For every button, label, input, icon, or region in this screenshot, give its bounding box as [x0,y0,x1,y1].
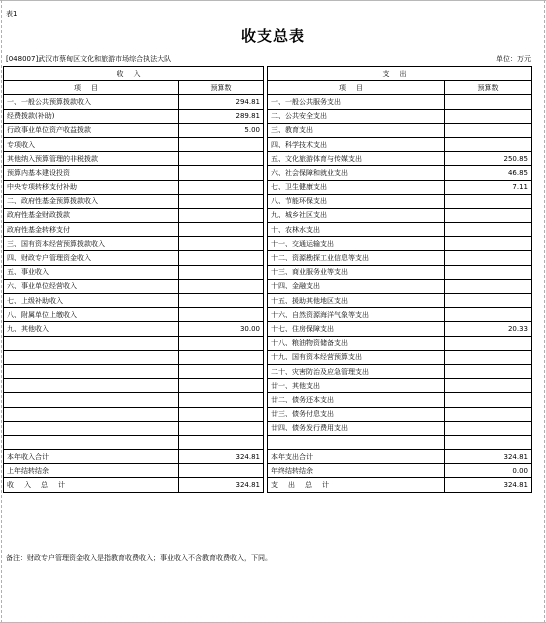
income-item-cell [4,379,179,393]
income-item-cell [4,393,179,407]
expense-item-cell: 二、公共安全支出 [268,109,445,123]
expense-value-cell [445,393,532,407]
expense-item-cell: 五、文化旅游体育与传媒支出 [268,152,445,166]
expense-item-header: 项目 [268,81,445,95]
expense-item-cell: 九、城乡社区支出 [268,208,445,222]
expense-item-cell: 八、节能环保支出 [268,194,445,208]
income-total-value [179,464,264,478]
table-row [4,95,532,109]
table-row [4,279,532,293]
expense-total-value: 324.81 [445,478,532,492]
income-value-cell [179,421,264,435]
expense-item-cell: 十五、援助其他地区支出 [268,294,445,308]
income-value-cell [179,407,264,421]
income-item-cell: 六、事业单位经营收入 [4,279,179,293]
expense-total-value: 0.00 [445,464,532,478]
income-item-cell [4,407,179,421]
sheet-label: 表1 [6,10,18,18]
page-border-top [0,0,546,1]
budget-summary-table [3,66,532,493]
expense-value-cell: 7.11 [445,180,532,194]
table-row [4,336,532,350]
expense-total-value: 324.81 [445,450,532,464]
income-item-cell [4,364,179,378]
income-item-cell: 四、财政专户管理资金收入 [4,251,179,265]
expense-item-cell: 三、教育支出 [268,123,445,137]
expense-item-cell: 十九、国有资本经营预算支出 [268,350,445,364]
expense-value-cell: 250.85 [445,152,532,166]
table-row [4,109,532,123]
expense-item-cell: 十六、自然资源海洋气象等支出 [268,308,445,322]
page-border-right [544,0,545,623]
expense-value-cell [445,421,532,435]
expense-item-cell: 一、一般公共服务支出 [268,95,445,109]
income-value-cell [179,279,264,293]
table-row [4,308,532,322]
expense-item-cell: 十三、商业服务业等支出 [268,265,445,279]
page-title: 收支总表 [240,27,305,45]
column-header-row [4,81,532,95]
unit-label: 单位：万元 [496,55,531,63]
expense-item-cell: 廿一、其他支出 [268,379,445,393]
income-value-cell [179,251,264,265]
income-item-cell [4,336,179,350]
income-item-cell: 中央专项转移支付补助 [4,180,179,194]
expense-item-cell: 十、农林水支出 [268,223,445,237]
expense-value-cell [445,251,532,265]
income-value-cell [179,152,264,166]
budget-table-body [4,67,532,493]
income-item-cell: 一、一般公共预算拨款收入 [4,95,179,109]
expense-value-cell [445,279,532,293]
expense-item-cell: 廿四、债务发行费用支出 [268,421,445,435]
table-row [4,251,532,265]
income-item-cell: 专项收入 [4,137,179,151]
income-value-cell [179,137,264,151]
income-section-header: 收入 [4,67,264,81]
expense-value-cell [445,379,532,393]
income-item-cell: 八、附属单位上缴收入 [4,308,179,322]
expense-value-cell [445,137,532,151]
footnote: 备注：财政专户管理资金收入是指教育收费收入；事业收入不含教育收费收入，下同。 [6,554,272,562]
income-item-cell: 其他纳入预算管理的非税拨款 [4,152,179,166]
income-item-cell: 行政事业单位资产收益拨款 [4,123,179,137]
expense-item-cell: 十四、金融支出 [268,279,445,293]
expense-value-cell: 20.33 [445,322,532,336]
expense-budget-header: 预算数 [445,81,532,95]
income-total-value: 324.81 [179,478,264,492]
expense-value-cell [445,364,532,378]
table-row [4,294,532,308]
table-row [4,435,532,449]
income-value-cell [179,294,264,308]
total-row [4,478,532,492]
income-value-cell: 30.00 [179,322,264,336]
income-value-cell: 289.81 [179,109,264,123]
income-value-cell [179,265,264,279]
table-row [4,364,532,378]
income-item-cell [4,435,179,449]
expense-value-cell [445,223,532,237]
table-row [4,166,532,180]
income-item-cell: 三、国有资本经营预算拨款收入 [4,237,179,251]
expense-value-cell [445,294,532,308]
income-item-cell: 五、事业收入 [4,265,179,279]
income-value-cell [179,208,264,222]
income-value-cell [179,393,264,407]
income-value-cell [179,237,264,251]
table-row [4,208,532,222]
expense-value-cell [445,350,532,364]
unit-code: [048007]武汉市蔡甸区文化和旅游市场综合执法大队 [6,55,172,63]
table-row [4,379,532,393]
income-value-cell [179,223,264,237]
table-row [4,237,532,251]
expense-value-cell [445,194,532,208]
income-value-cell [179,379,264,393]
income-item-cell: 经费拨款(补助) [4,109,179,123]
income-item-cell [4,350,179,364]
income-value-cell: 294.81 [179,95,264,109]
table-row [4,393,532,407]
table-row [4,322,532,336]
expense-value-cell [445,95,532,109]
table-row [4,137,532,151]
expense-item-cell: 廿二、债务还本支出 [268,393,445,407]
income-total-label: 本年收入合计 [4,450,179,464]
income-item-cell: 预算内基本建设投资 [4,166,179,180]
expense-total-label: 本年支出合计 [268,450,445,464]
income-value-cell [179,336,264,350]
table-row [4,407,532,421]
table-row [4,123,532,137]
income-item-cell: 九、其他收入 [4,322,179,336]
income-value-cell: 5.00 [179,123,264,137]
total-row [4,464,532,478]
income-item-cell: 政府性基金财政拨款 [4,208,179,222]
income-item-header: 项目 [4,81,179,95]
page-border-left [1,0,2,623]
expense-value-cell: 46.85 [445,166,532,180]
income-item-cell: 七、上级补助收入 [4,294,179,308]
expense-item-cell: 二十、灾害防治及应急管理支出 [268,364,445,378]
expense-value-cell [445,407,532,421]
expense-item-cell: 十七、住房保障支出 [268,322,445,336]
table-row [4,194,532,208]
income-total-value: 324.81 [179,450,264,464]
table-row [4,350,532,364]
expense-value-cell [445,208,532,222]
income-item-cell: 政府性基金转移支付 [4,223,179,237]
section-header-row [4,67,532,81]
expense-item-cell: 十二、资源勘探工业信息等支出 [268,251,445,265]
income-value-cell [179,308,264,322]
expense-item-cell: 十一、交通运输支出 [268,237,445,251]
income-item-cell [4,421,179,435]
expense-item-cell: 六、社会保障和就业支出 [268,166,445,180]
expense-value-cell [445,336,532,350]
expense-item-cell: 十八、粮油物资储备支出 [268,336,445,350]
income-value-cell [179,435,264,449]
expense-item-cell: 七、卫生健康支出 [268,180,445,194]
expense-value-cell [445,308,532,322]
expense-value-cell [445,435,532,449]
income-value-cell [179,166,264,180]
income-value-cell [179,180,264,194]
table-row [4,223,532,237]
table-row [4,421,532,435]
expense-value-cell [445,109,532,123]
table-row [4,180,532,194]
expense-item-cell: 廿三、债务付息支出 [268,407,445,421]
expense-item-cell [268,435,445,449]
income-value-cell [179,350,264,364]
expense-value-cell [445,123,532,137]
total-row [4,450,532,464]
income-total-label: 上年结转结余 [4,464,179,478]
expense-section-header: 支出 [268,67,532,81]
expense-item-cell: 四、科学技术支出 [268,137,445,151]
expense-value-cell [445,265,532,279]
expense-value-cell [445,237,532,251]
income-budget-header: 预算数 [179,81,264,95]
income-item-cell: 二、政府性基金预算拨款收入 [4,194,179,208]
income-value-cell [179,194,264,208]
table-row [4,265,532,279]
table-row [4,152,532,166]
expense-total-label: 支出总计 [268,478,445,492]
income-value-cell [179,364,264,378]
income-total-label: 收入总计 [4,478,179,492]
expense-total-label: 年终结转结余 [268,464,445,478]
